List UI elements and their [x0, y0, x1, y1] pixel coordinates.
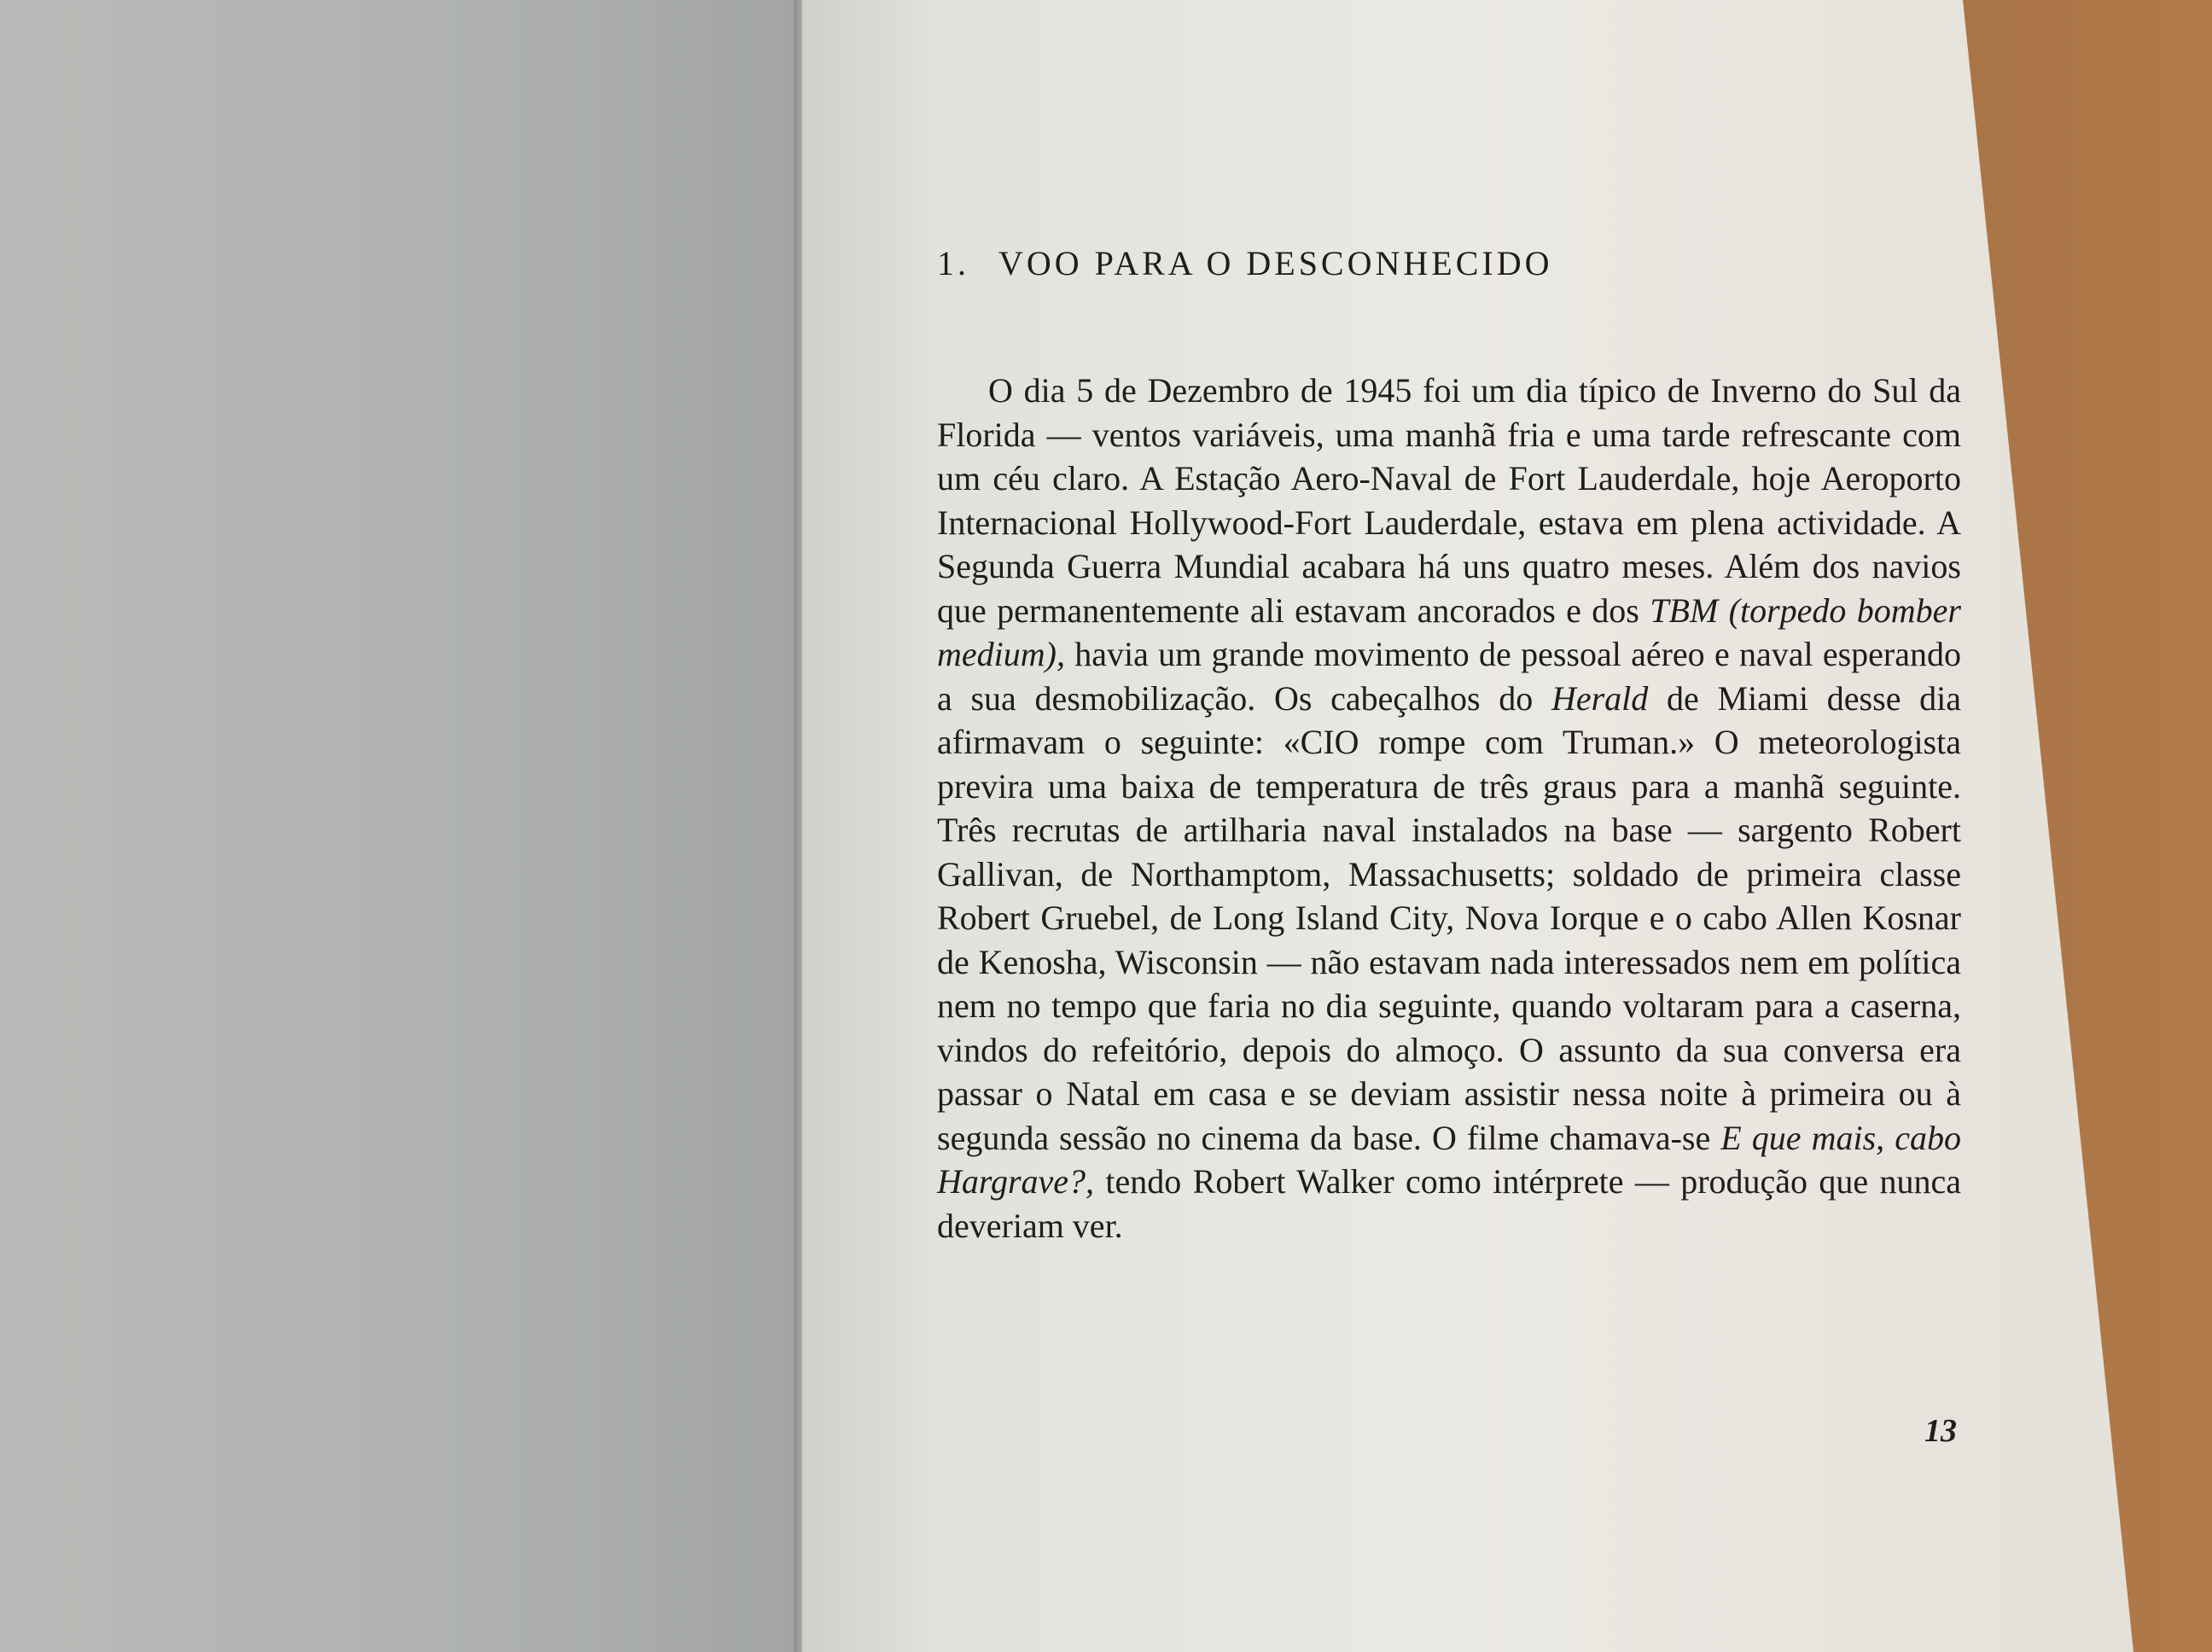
chapter-title: VOO PARA O DESCONHECIDO: [998, 244, 1553, 282]
chapter-paragraph: [937, 369, 1961, 1248]
page-text-block: [937, 243, 1961, 1248]
paragraph-text: de Miami desse dia afirmavam o seguinte: «CIO rompe com Truman.» O meteorologista previra uma baixa de temperatura de três graus para a manhã seguinte. Três recrutas de artilharia naval instalados na base — sargento Robert Gallivan, de Northamptom, Massachusetts; soldado de primeira classe Robert Gruebel, de Long Island City, Nova Iorque e o cabo Allen Kosnar de Kenosha, Wisconsin — não estavam nada interessados nem em política nem no tempo que faria no dia seguinte, quando voltaram para a caserna, vindos do refeitório, depois do almoço. O assunto da sua conversa era passar o Natal em casa e se deviam assistir nessa noite à primeira ou à segunda sessão no cinema da base. O filme chamava-se: [937, 678, 1962, 1157]
paragraph-italic-herald: Herald: [1551, 678, 1649, 718]
page-number: 13: [1924, 1413, 1957, 1449]
chapter-number: 1.: [937, 244, 969, 282]
paragraph-text: O dia 5 de Dezembro de 1945 foi um dia típico de Inverno do Sul da Florida — ventos variáveis, uma manhã fria e uma tarde refrescante com um céu claro. A Estação Aero-Naval de Fort Lauderdale, hoje Aeroporto Internacional Hollywood-Fort Lauderdale, estava em plena actividade. A Segunda Guerra Mundial acabara há uns quatro meses. Além dos navios que permanentemente ali estavam ancorados e dos: [937, 371, 1961, 630]
paragraph-italic-tbm: TBM (torpedo bomber medium),: [937, 590, 1961, 673]
chapter-heading: [937, 243, 1961, 283]
paragraph-text: tendo Robert Walker como intérprete — produção que nunca deveriam ver.: [937, 1162, 1961, 1245]
paragraph-text: havia um grande movimento de pessoal aéreo e naval esperando a sua desmobilização. Os cabeçalhos do: [937, 635, 1961, 718]
book-inside-cover: [0, 0, 806, 1652]
paragraph-italic-film-title: E que mais, cabo Hargrave?,: [937, 1118, 1961, 1201]
